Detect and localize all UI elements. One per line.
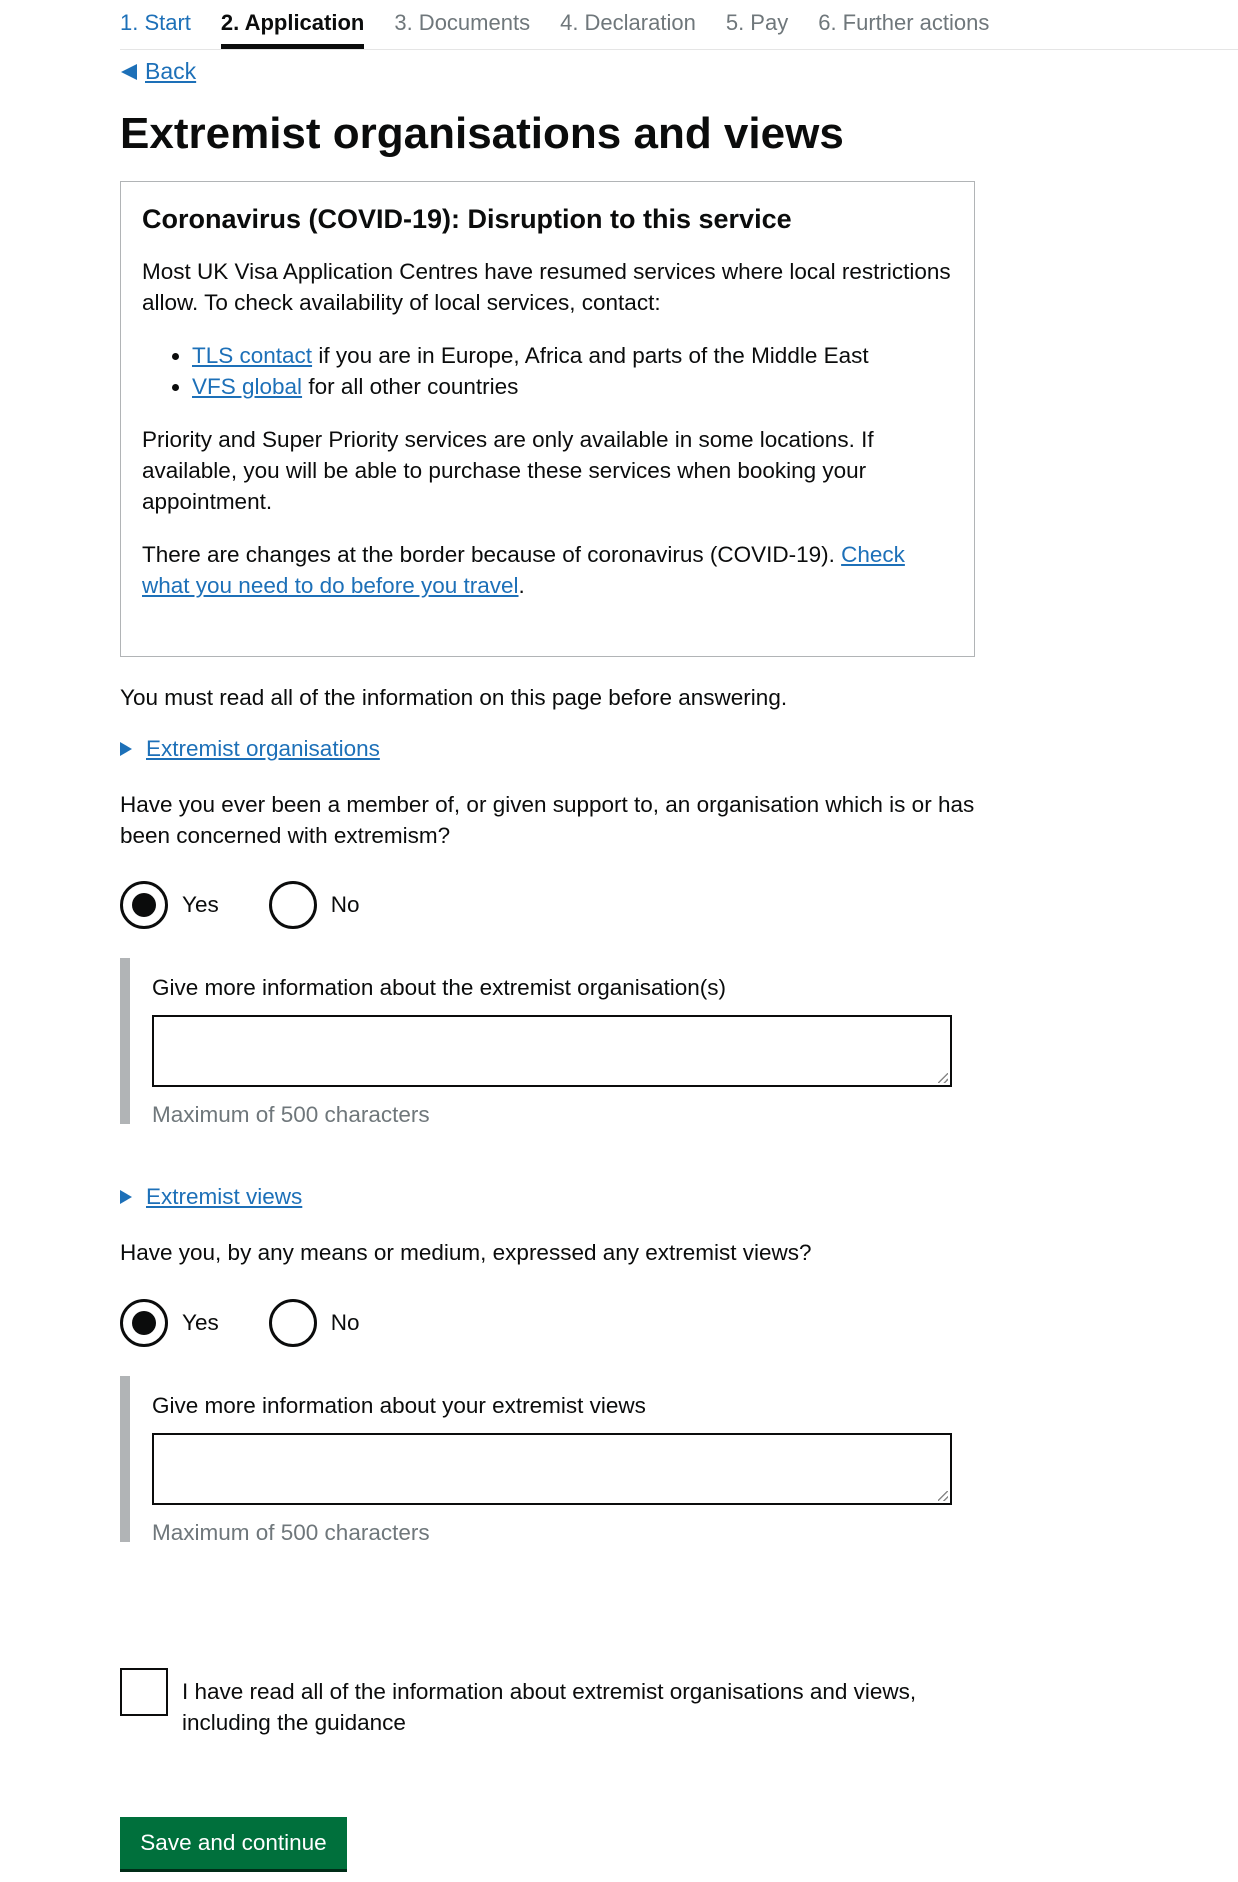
conditional-extremist-views — [120, 1376, 960, 1545]
expand-triangle-icon — [120, 742, 132, 756]
step-application[interactable]: 2. Application — [221, 0, 364, 49]
vfs-global-link[interactable]: VFS global — [192, 374, 303, 399]
conditional-extremist-organisations — [120, 958, 960, 1127]
expand-triangle-icon — [120, 1190, 132, 1204]
more-info-label: Give more information about your extremist views — [152, 1393, 646, 1418]
notice-list-item — [192, 371, 953, 402]
notice-paragraph-3 — [142, 539, 953, 601]
details-extremist-views[interactable] — [120, 1184, 302, 1210]
question-extremist-organisations: Have you ever been a member of, or given support to, an organisation which is or has been concerned with extremism? — [120, 792, 975, 848]
details-extremist-organisations-label[interactable]: Extremist organisations — [146, 736, 380, 761]
radio-no-label[interactable]: No — [330, 892, 360, 917]
page-title: Extremist organisations and views — [120, 109, 844, 158]
extremist-views-textarea[interactable] — [152, 1433, 952, 1505]
step-documents: 3. Documents — [394, 10, 531, 35]
radio-no-circle[interactable] — [269, 1299, 317, 1347]
resize-handle-icon[interactable] — [938, 1073, 948, 1083]
resize-handle-icon[interactable] — [938, 1491, 948, 1501]
tls-contact-link[interactable]: TLS contact — [192, 343, 313, 368]
radio-no-circle[interactable] — [269, 881, 317, 929]
back-link-label[interactable]: Back — [145, 58, 197, 84]
character-limit-hint: Maximum of 500 characters — [152, 1520, 430, 1545]
radio-yes-label[interactable]: Yes — [182, 1310, 219, 1335]
step-start[interactable]: 1. Start — [120, 10, 191, 35]
character-limit-hint: Maximum of 500 characters — [152, 1102, 430, 1127]
step-navigation — [120, 0, 1238, 50]
save-and-continue-button[interactable]: Save and continue — [120, 1817, 347, 1869]
confirm-read-checkbox[interactable] — [120, 1668, 168, 1716]
notice-paragraph-2: Priority and Super Priority services are only available in some locations. If available, you will be able to purchase these services when booking your appointment. — [142, 427, 874, 514]
notice-paragraph-1: Most UK Visa Application Centres have resumed services where local restrictions allow. To check availability of local services, contact: — [142, 259, 951, 315]
notice-list-item — [192, 340, 953, 371]
radio-yes-circle[interactable] — [120, 881, 168, 929]
radio-yes[interactable] — [120, 881, 239, 929]
notice-paragraph-3-end: . — [518, 573, 525, 598]
step-pay: 5. Pay — [725, 10, 789, 35]
extremist-organisations-textarea[interactable] — [152, 1015, 952, 1087]
notice-list-item-text: if you are in Europe, Africa and parts of the Middle East — [312, 343, 869, 368]
notice-list — [142, 340, 953, 402]
radios-extremist-organisations — [120, 881, 409, 929]
step-declaration: 4. Declaration — [560, 10, 696, 35]
confirm-read-checkbox-row[interactable] — [120, 1668, 982, 1738]
notice-heading: Coronavirus (COVID-19): Disruption to this service — [142, 204, 792, 234]
radio-no[interactable] — [269, 1299, 380, 1347]
radio-yes[interactable] — [120, 1299, 239, 1347]
question-extremist-views: Have you, by any means or medium, expressed any extremist views? — [120, 1240, 812, 1265]
back-link[interactable] — [121, 58, 196, 85]
covid-notice — [120, 181, 975, 657]
radio-no-label[interactable]: No — [330, 1310, 360, 1335]
radio-yes-label[interactable]: Yes — [182, 892, 219, 917]
details-extremist-organisations[interactable] — [120, 736, 380, 762]
intro-text: You must read all of the information on this page before answering. — [120, 685, 788, 710]
radio-yes-circle[interactable] — [120, 1299, 168, 1347]
details-extremist-views-label[interactable]: Extremist views — [146, 1184, 303, 1209]
radios-extremist-views — [120, 1299, 409, 1347]
notice-paragraph-3-text: There are changes at the border because of coronavirus (COVID-19). — [142, 542, 842, 567]
notice-list-item-text: for all other countries — [302, 374, 519, 399]
radio-no[interactable] — [269, 881, 380, 929]
back-arrow-icon — [121, 64, 137, 80]
check-before-travel-link[interactable]: Check what you need to do before you travel — [142, 542, 905, 598]
more-info-label: Give more information about the extremist organisation(s) — [152, 975, 727, 1000]
confirm-read-label[interactable]: I have read all of the information about extremist organisations and views, including the guidance — [182, 1679, 917, 1735]
step-further-actions: 6. Further actions — [818, 10, 990, 35]
